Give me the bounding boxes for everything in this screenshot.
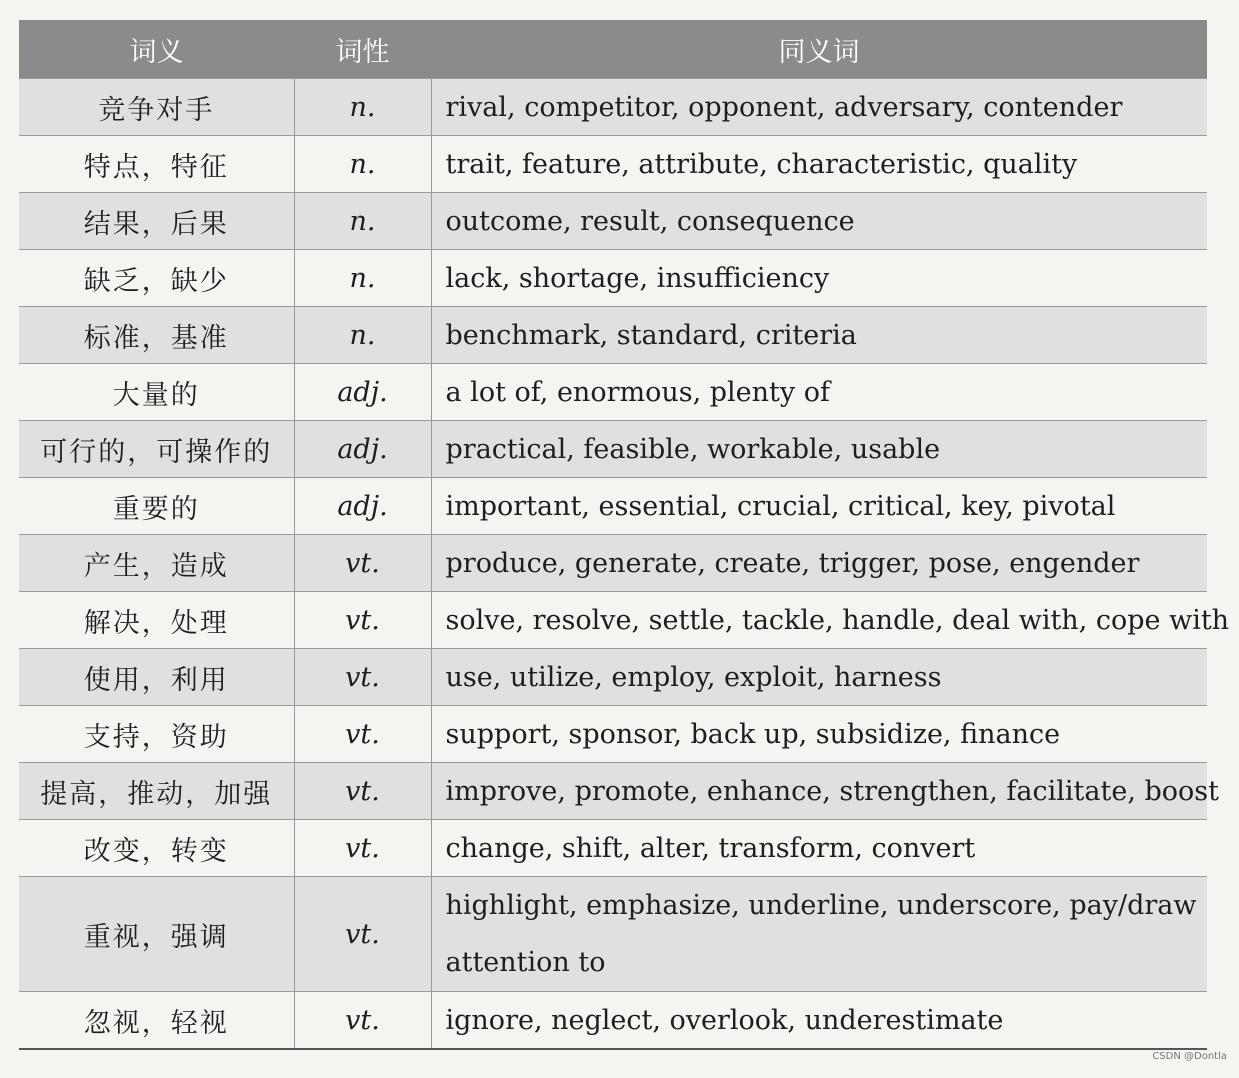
pos-cell: vt. [294,649,431,706]
pos-cell: n. [294,79,431,136]
synonyms-cell: lack, shortage, insufficiency [431,250,1207,307]
meaning-cell: 支持，资助 [19,706,294,763]
meaning-cell: 可行的，可操作的 [19,421,294,478]
table-row [19,79,1207,136]
meaning-cell: 解决，处理 [19,592,294,649]
table-row [19,250,1207,307]
meaning-cell: 忽视，轻视 [19,992,294,1050]
pos-cell: vt. [294,992,431,1050]
table-row [19,649,1207,706]
pos-cell: adj. [294,421,431,478]
table-row [19,421,1207,478]
pos-cell: vt. [294,820,431,877]
table-row [19,877,1207,992]
pos-cell: vt. [294,535,431,592]
meaning-cell: 改变，转变 [19,820,294,877]
synonyms-cell: improve, promote, enhance, strengthen, facilitate, boost [431,763,1207,820]
pos-cell: n. [294,307,431,364]
synonyms-cell: solve, resolve, settle, tackle, handle, deal with, cope with [431,592,1207,649]
table-row [19,307,1207,364]
pos-cell: vt. [294,592,431,649]
synonyms-cell: highlight, emphasize, underline, underscore, pay/draw attention to [431,877,1207,992]
table-row [19,136,1207,193]
table-row [19,535,1207,592]
table-row [19,364,1207,421]
table-row [19,763,1207,820]
meaning-cell: 重要的 [19,478,294,535]
meaning-cell: 产生，造成 [19,535,294,592]
pos-cell: vt. [294,763,431,820]
synonyms-cell: important, essential, crucial, critical, key, pivotal [431,478,1207,535]
synonyms-cell: a lot of, enormous, plenty of [431,364,1207,421]
meaning-cell: 缺乏，缺少 [19,250,294,307]
meaning-cell: 使用，利用 [19,649,294,706]
synonyms-cell: outcome, result, consequence [431,193,1207,250]
pos-cell: n. [294,250,431,307]
synonym-table [19,20,1230,1050]
pos-cell: adj. [294,364,431,421]
synonyms-cell: practical, feasible, workable, usable [431,421,1207,478]
pos-cell: vt. [294,706,431,763]
pos-cell: vt. [294,877,431,992]
table-row [19,592,1207,649]
table-header [19,20,1207,79]
synonyms-cell: rival, competitor, opponent, adversary, contender [431,79,1207,136]
meaning-cell: 大量的 [19,364,294,421]
meaning-cell: 标准，基准 [19,307,294,364]
pos-cell: n. [294,136,431,193]
meaning-cell: 特点，特征 [19,136,294,193]
synonyms-cell: trait, feature, attribute, characteristic, quality [431,136,1207,193]
pos-cell: adj. [294,478,431,535]
table-body [19,79,1230,1050]
synonyms-cell: use, utilize, employ, exploit, harness [431,649,1207,706]
table-row [19,992,1207,1050]
header-row [19,20,1207,79]
table-row [19,193,1207,250]
synonyms-cell: produce, generate, create, trigger, pose, engender [431,535,1207,592]
meaning-cell: 结果，后果 [19,193,294,250]
synonyms-cell: change, shift, alter, transform, convert [431,820,1207,877]
pos-cell: n. [294,193,431,250]
table-row [19,478,1207,535]
synonyms-cell: benchmark, standard, criteria [431,307,1207,364]
meaning-cell: 重视，强调 [19,877,294,992]
watermark: CSDN @Dontla [1152,1051,1227,1062]
table-row [19,706,1207,763]
synonyms-cell: support, sponsor, back up, subsidize, finance [431,706,1207,763]
header-synonyms: 同义词 [431,20,1207,79]
meaning-cell: 提高，推动，加强 [19,763,294,820]
header-meaning: 词义 [19,20,294,79]
header-pos: 词性 [294,20,431,79]
meaning-cell: 竞争对手 [19,79,294,136]
synonyms-cell: ignore, neglect, overlook, underestimate [431,992,1207,1050]
table-row [19,820,1207,877]
